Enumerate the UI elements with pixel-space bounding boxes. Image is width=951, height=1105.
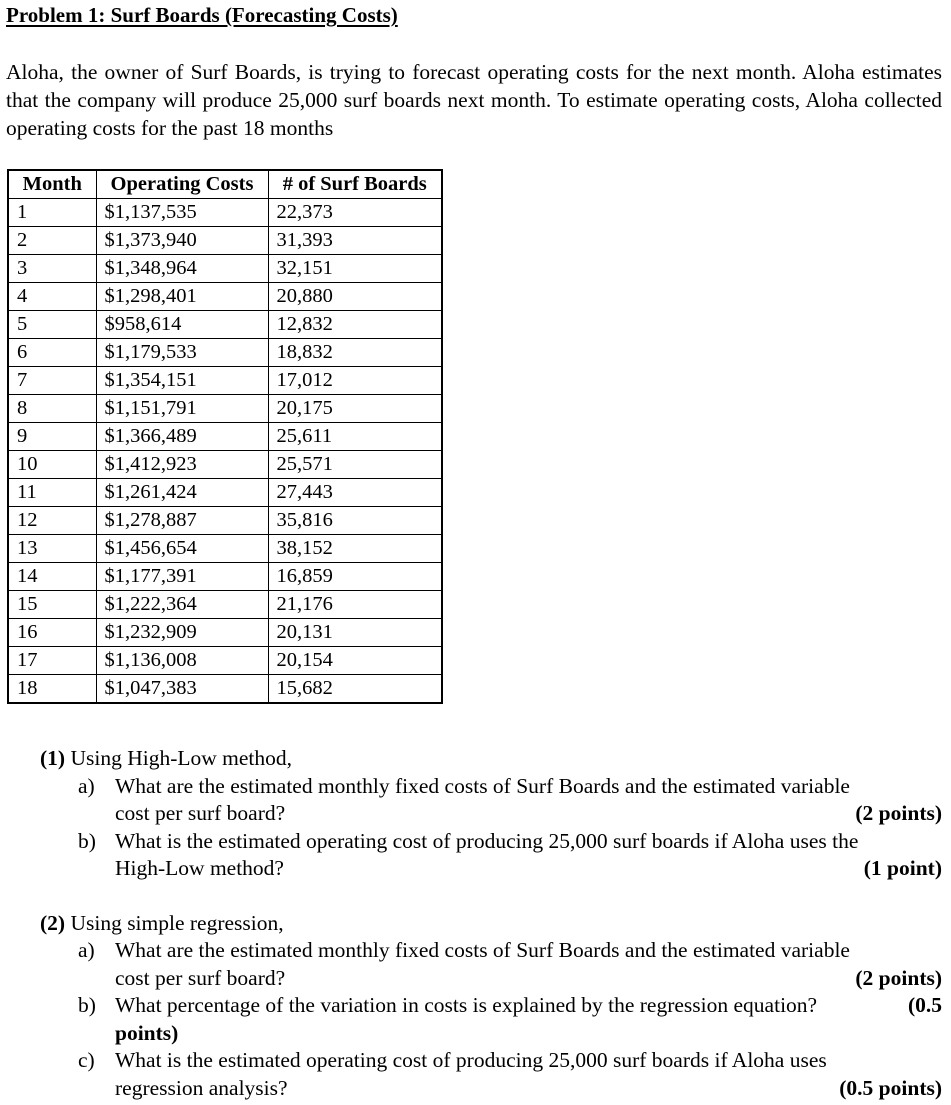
cell-operating-cost: $1,278,887 bbox=[96, 507, 268, 535]
cell-operating-cost: $1,232,909 bbox=[96, 619, 268, 647]
table-row bbox=[8, 563, 442, 591]
cell-month: 17 bbox=[8, 647, 96, 675]
cell-surf-boards: 31,393 bbox=[268, 227, 442, 255]
cell-operating-cost: $1,177,391 bbox=[96, 563, 268, 591]
table-body bbox=[8, 199, 442, 704]
cell-surf-boards: 32,151 bbox=[268, 255, 442, 283]
question-1a-text-cont: cost per surf board? bbox=[115, 801, 286, 825]
question-2-heading bbox=[40, 910, 942, 938]
question-2a-letter: a) bbox=[78, 938, 95, 962]
question-2c bbox=[40, 1047, 942, 1102]
question-2b-points-cont: points) bbox=[115, 1020, 179, 1045]
cell-month: 11 bbox=[8, 479, 96, 507]
questions-section bbox=[40, 745, 942, 1102]
cell-month: 13 bbox=[8, 535, 96, 563]
question-1b-text: What is the estimated operating cost of producing 25,000 surf boards if Aloha uses the bbox=[115, 828, 859, 853]
table-header-row bbox=[8, 170, 442, 199]
question-2a-points: (2 points) bbox=[855, 965, 942, 990]
cell-month: 12 bbox=[8, 507, 96, 535]
question-1b-letter: b) bbox=[78, 828, 96, 853]
question-1-heading bbox=[40, 745, 942, 773]
cell-surf-boards: 27,443 bbox=[268, 479, 442, 507]
cell-month: 4 bbox=[8, 283, 96, 311]
cell-month: 2 bbox=[8, 227, 96, 255]
header-month: Month bbox=[8, 170, 96, 199]
cell-month: 18 bbox=[8, 675, 96, 704]
cell-month: 3 bbox=[8, 255, 96, 283]
question-2b-text: What percentage of the variation in costs is explained by the regression equation? bbox=[115, 993, 818, 1017]
question-2c-text: What is the estimated operating cost of producing 25,000 surf boards if Aloha uses bbox=[115, 1048, 827, 1072]
cell-surf-boards: 21,176 bbox=[268, 591, 442, 619]
cell-surf-boards: 38,152 bbox=[268, 535, 442, 563]
table-row bbox=[8, 591, 442, 619]
intro-paragraph: Aloha, the owner of Surf Boards, is trying to forecast operating costs for the next month. Aloha estimates that the company will produce 25,000 surf boards next month. To estimate operating costs, Aloha collected operating costs for the past 18 months bbox=[6, 60, 942, 140]
table-row bbox=[8, 451, 442, 479]
question-1a-letter: a) bbox=[78, 773, 95, 798]
table-row bbox=[8, 675, 442, 704]
question-1-text: Using High-Low method, bbox=[70, 746, 293, 770]
question-2a-text-cont: cost per surf board? bbox=[115, 965, 286, 990]
question-2-number: (2) bbox=[40, 910, 66, 935]
cell-month: 16 bbox=[8, 619, 96, 647]
cell-operating-cost: $958,614 bbox=[96, 311, 268, 339]
operating-costs-table bbox=[7, 169, 443, 704]
header-operating-costs: Operating Costs bbox=[96, 170, 268, 199]
question-1a-text: What are the estimated monthly fixed costs of Surf Boards and the estimated variable bbox=[115, 773, 850, 798]
table-row bbox=[8, 479, 442, 507]
cell-surf-boards: 17,012 bbox=[268, 367, 442, 395]
table-row bbox=[8, 507, 442, 535]
header-surf-boards: # of Surf Boards bbox=[268, 170, 442, 199]
question-1b bbox=[40, 828, 942, 883]
question-2a-text: What are the estimated monthly fixed costs of Surf Boards and the estimated variable bbox=[115, 938, 850, 962]
cell-operating-cost: $1,366,489 bbox=[96, 423, 268, 451]
cell-surf-boards: 15,682 bbox=[268, 675, 442, 704]
question-2c-letter: c) bbox=[78, 1048, 95, 1072]
question-1a-points: (2 points) bbox=[855, 801, 942, 825]
question-1-number: (1) bbox=[40, 746, 66, 770]
cell-operating-cost: $1,047,383 bbox=[96, 675, 268, 704]
cell-operating-cost: $1,137,535 bbox=[96, 199, 268, 227]
question-2b bbox=[40, 992, 942, 1047]
cell-surf-boards: 18,832 bbox=[268, 339, 442, 367]
cell-surf-boards: 25,571 bbox=[268, 451, 442, 479]
question-1b-points: (1 point) bbox=[863, 856, 942, 880]
cell-surf-boards: 35,816 bbox=[268, 507, 442, 535]
question-1a bbox=[40, 773, 942, 828]
table-row bbox=[8, 535, 442, 563]
question-2a bbox=[40, 937, 942, 992]
table-row bbox=[8, 199, 442, 227]
cell-operating-cost: $1,373,940 bbox=[96, 227, 268, 255]
table-row bbox=[8, 619, 442, 647]
cell-month: 15 bbox=[8, 591, 96, 619]
cell-operating-cost: $1,412,923 bbox=[96, 451, 268, 479]
table-row bbox=[8, 255, 442, 283]
table-row bbox=[8, 395, 442, 423]
cell-month: 8 bbox=[8, 395, 96, 423]
cell-month: 14 bbox=[8, 563, 96, 591]
cell-operating-cost: $1,151,791 bbox=[96, 395, 268, 423]
table-row bbox=[8, 423, 442, 451]
question-2b-letter: b) bbox=[78, 993, 96, 1017]
question-1b-text-cont: High-Low method? bbox=[115, 856, 284, 880]
table-row bbox=[8, 227, 442, 255]
cell-month: 9 bbox=[8, 423, 96, 451]
cell-operating-cost: $1,261,424 bbox=[96, 479, 268, 507]
cell-operating-cost: $1,348,964 bbox=[96, 255, 268, 283]
cell-surf-boards: 22,373 bbox=[268, 199, 442, 227]
cell-surf-boards: 20,131 bbox=[268, 619, 442, 647]
cell-month: 1 bbox=[8, 199, 96, 227]
cell-month: 6 bbox=[8, 339, 96, 367]
cell-surf-boards: 16,859 bbox=[268, 563, 442, 591]
cell-operating-cost: $1,179,533 bbox=[96, 339, 268, 367]
cell-operating-cost: $1,354,151 bbox=[96, 367, 268, 395]
question-2-text: Using simple regression, bbox=[70, 910, 284, 935]
table-row bbox=[8, 283, 442, 311]
cell-operating-cost: $1,298,401 bbox=[96, 283, 268, 311]
table-row bbox=[8, 367, 442, 395]
cell-surf-boards: 20,175 bbox=[268, 395, 442, 423]
cell-surf-boards: 12,832 bbox=[268, 311, 442, 339]
problem-title: Problem 1: Surf Boards (Forecasting Costs) bbox=[6, 3, 398, 27]
table-row bbox=[8, 311, 442, 339]
cell-surf-boards: 20,154 bbox=[268, 647, 442, 675]
question-2c-points: (0.5 points) bbox=[839, 1075, 942, 1100]
cell-operating-cost: $1,222,364 bbox=[96, 591, 268, 619]
cell-month: 5 bbox=[8, 311, 96, 339]
cell-month: 10 bbox=[8, 451, 96, 479]
cell-month: 7 bbox=[8, 367, 96, 395]
cell-surf-boards: 20,880 bbox=[268, 283, 442, 311]
cell-surf-boards: 25,611 bbox=[268, 423, 442, 451]
question-2b-points: (0.5 bbox=[907, 993, 942, 1017]
table-row bbox=[8, 339, 442, 367]
table-row bbox=[8, 647, 442, 675]
cell-operating-cost: $1,136,008 bbox=[96, 647, 268, 675]
question-2c-text-cont: regression analysis? bbox=[115, 1075, 288, 1100]
cell-operating-cost: $1,456,654 bbox=[96, 535, 268, 563]
